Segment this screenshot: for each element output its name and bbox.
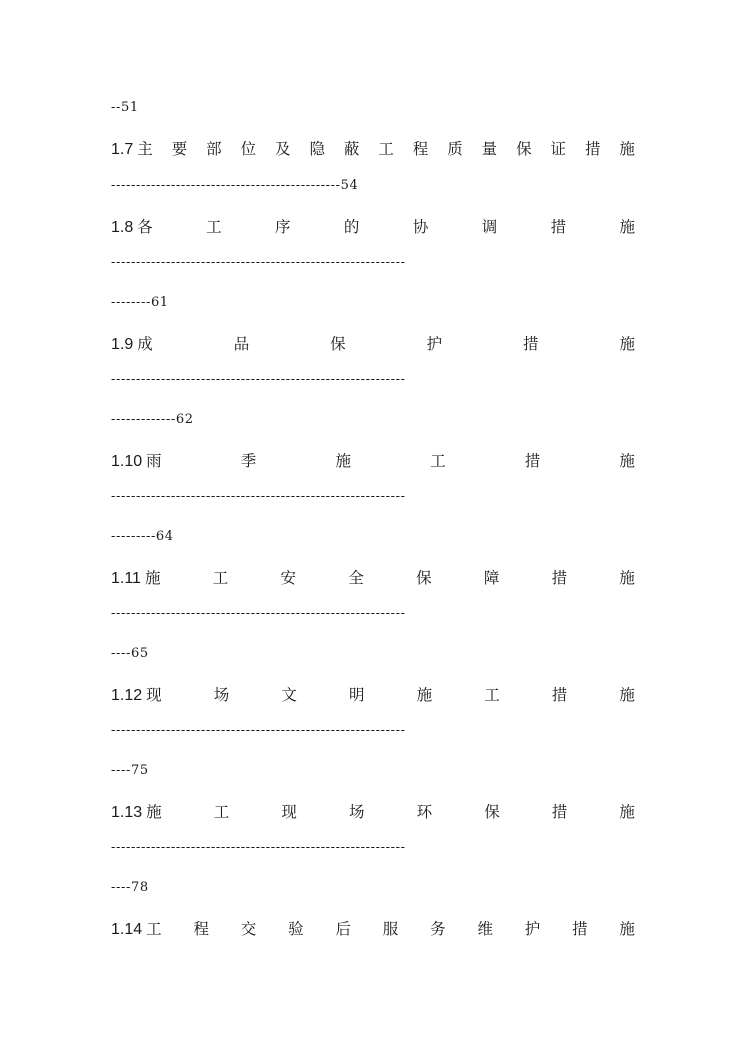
toc-title-char: 施 [619, 569, 635, 587]
toc-title-char: 护 [524, 920, 541, 938]
toc-entry-number: 1.10 [111, 453, 143, 470]
toc-title-char: 保 [484, 803, 500, 821]
toc-title-char: 工 [206, 218, 222, 236]
toc-title-char: 调 [481, 218, 498, 236]
toc-title-char: 验 [288, 920, 304, 938]
toc-title-char: 施 [416, 686, 433, 704]
toc-leader-line: --------61 [111, 295, 169, 310]
toc-entry-title [145, 566, 635, 588]
toc-title-char: 主 [137, 140, 153, 158]
toc-title-char: 措 [551, 803, 568, 821]
toc-leader-line: ----------------------------------------------------------- [111, 723, 406, 738]
toc-title-char: 工 [430, 452, 446, 470]
toc-title-char: 施 [146, 803, 162, 821]
toc-leader-line: ----------------------------------------------------------- [111, 372, 406, 387]
toc-title-char: 文 [281, 686, 297, 704]
toc-entry-title [146, 449, 635, 471]
toc-title-char: 场 [348, 803, 365, 821]
toc-title-char: 施 [619, 218, 635, 236]
toc-entry-number: 1.11 [111, 570, 141, 587]
toc-entry-title [137, 215, 635, 237]
toc-title-char: 措 [584, 140, 601, 158]
toc-title-char: 障 [483, 569, 500, 587]
toc-title-char: 服 [382, 920, 399, 938]
toc-title-char: 施 [335, 452, 351, 470]
toc-entry-title [137, 332, 635, 354]
toc-title-char: 工 [213, 803, 230, 821]
toc-title-char: 施 [619, 140, 635, 158]
toc-leader-line: --51 [111, 100, 139, 115]
toc-title-char: 证 [550, 140, 567, 158]
toc-title-char: 施 [619, 803, 635, 821]
toc-entry-1-14[interactable] [111, 917, 635, 939]
toc-title-char: 施 [619, 920, 635, 938]
toc-title-char: 工 [378, 140, 394, 158]
toc-title-char: 措 [551, 686, 568, 704]
toc-title-char: 维 [477, 920, 493, 938]
toc-title-char: 的 [343, 218, 360, 236]
toc-title-char: 护 [426, 335, 443, 353]
toc-title-char: 安 [280, 569, 297, 587]
toc-title-char: 序 [275, 218, 291, 236]
toc-title-char: 保 [516, 140, 532, 158]
toc-entry-title [137, 137, 635, 159]
toc-title-char: 程 [412, 140, 429, 158]
toc-leader-line: ----------------------------------------------------------- [111, 489, 406, 504]
toc-title-char: 工 [212, 569, 229, 587]
toc-title-char: 交 [240, 920, 257, 938]
toc-title-char: 程 [193, 920, 209, 938]
toc-entry-number: 1.14 [111, 921, 143, 938]
toc-leader-line: ----------------------------------------------54 [111, 178, 359, 193]
toc-entry-number: 1.12 [111, 687, 143, 704]
toc-title-char: 明 [348, 686, 365, 704]
toc-title-char: 雨 [146, 452, 162, 470]
toc-leader-line: ----------------------------------------------------------- [111, 255, 406, 270]
toc-title-char: 施 [619, 452, 635, 470]
toc-title-char: 保 [416, 569, 432, 587]
toc-title-char: 协 [412, 218, 429, 236]
toc-entry-number: 1.13 [111, 804, 143, 821]
toc-entry-1-11[interactable] [111, 566, 635, 588]
toc-leader-line: ---------64 [111, 529, 174, 544]
toc-title-char: 要 [171, 140, 188, 158]
toc-title-char: 蔽 [343, 140, 360, 158]
toc-title-char: 质 [447, 140, 463, 158]
toc-entry-1-8[interactable] [111, 215, 635, 237]
toc-title-char: 环 [416, 803, 433, 821]
toc-leader-line: -------------62 [111, 412, 194, 427]
toc-leader-line: ----75 [111, 763, 149, 778]
toc-entry-1-13[interactable] [111, 800, 635, 822]
toc-leader-line: ----78 [111, 880, 149, 895]
toc-title-char: 现 [146, 686, 162, 704]
toc-title-char: 隐 [309, 140, 325, 158]
toc-leader-line: ----65 [111, 646, 149, 661]
toc-entry-1-9[interactable] [111, 332, 635, 354]
toc-title-char: 措 [523, 335, 539, 353]
toc-entry-number: 1.7 [111, 141, 134, 158]
toc-title-char: 成 [137, 335, 153, 353]
toc-title-char: 季 [240, 452, 257, 470]
toc-title-char: 部 [206, 140, 222, 158]
toc-entry-title [146, 917, 635, 939]
toc-title-char: 后 [335, 920, 351, 938]
toc-entry-1-12[interactable] [111, 683, 635, 705]
toc-title-char: 施 [619, 335, 635, 353]
toc-title-char: 场 [213, 686, 230, 704]
toc-title-char: 品 [233, 335, 250, 353]
toc-title-char: 措 [524, 452, 541, 470]
toc-title-char: 工 [146, 920, 162, 938]
toc-entry-1-7[interactable] [111, 137, 635, 159]
toc-title-char: 措 [550, 218, 567, 236]
toc-title-char: 现 [281, 803, 297, 821]
toc-title-char: 位 [240, 140, 257, 158]
toc-title-char: 保 [330, 335, 346, 353]
toc-title-char: 各 [137, 218, 153, 236]
toc-leader-line: ----------------------------------------------------------- [111, 606, 406, 621]
toc-title-char: 量 [481, 140, 498, 158]
toc-entry-1-10[interactable] [111, 449, 635, 471]
toc-leader-line: ----------------------------------------------------------- [111, 840, 406, 855]
toc-title-char: 工 [484, 686, 500, 704]
toc-entry-title [146, 683, 635, 705]
toc-title-char: 措 [572, 920, 588, 938]
toc-entry-number: 1.8 [111, 219, 134, 236]
toc-entry-title [146, 800, 635, 822]
toc-title-char: 措 [551, 569, 568, 587]
toc-title-char: 施 [144, 569, 161, 587]
toc-title-char: 全 [348, 569, 364, 587]
toc-entry-number: 1.9 [111, 336, 134, 353]
toc-title-char: 及 [275, 140, 291, 158]
toc-title-char: 施 [619, 686, 635, 704]
toc-title-char: 务 [430, 920, 446, 938]
